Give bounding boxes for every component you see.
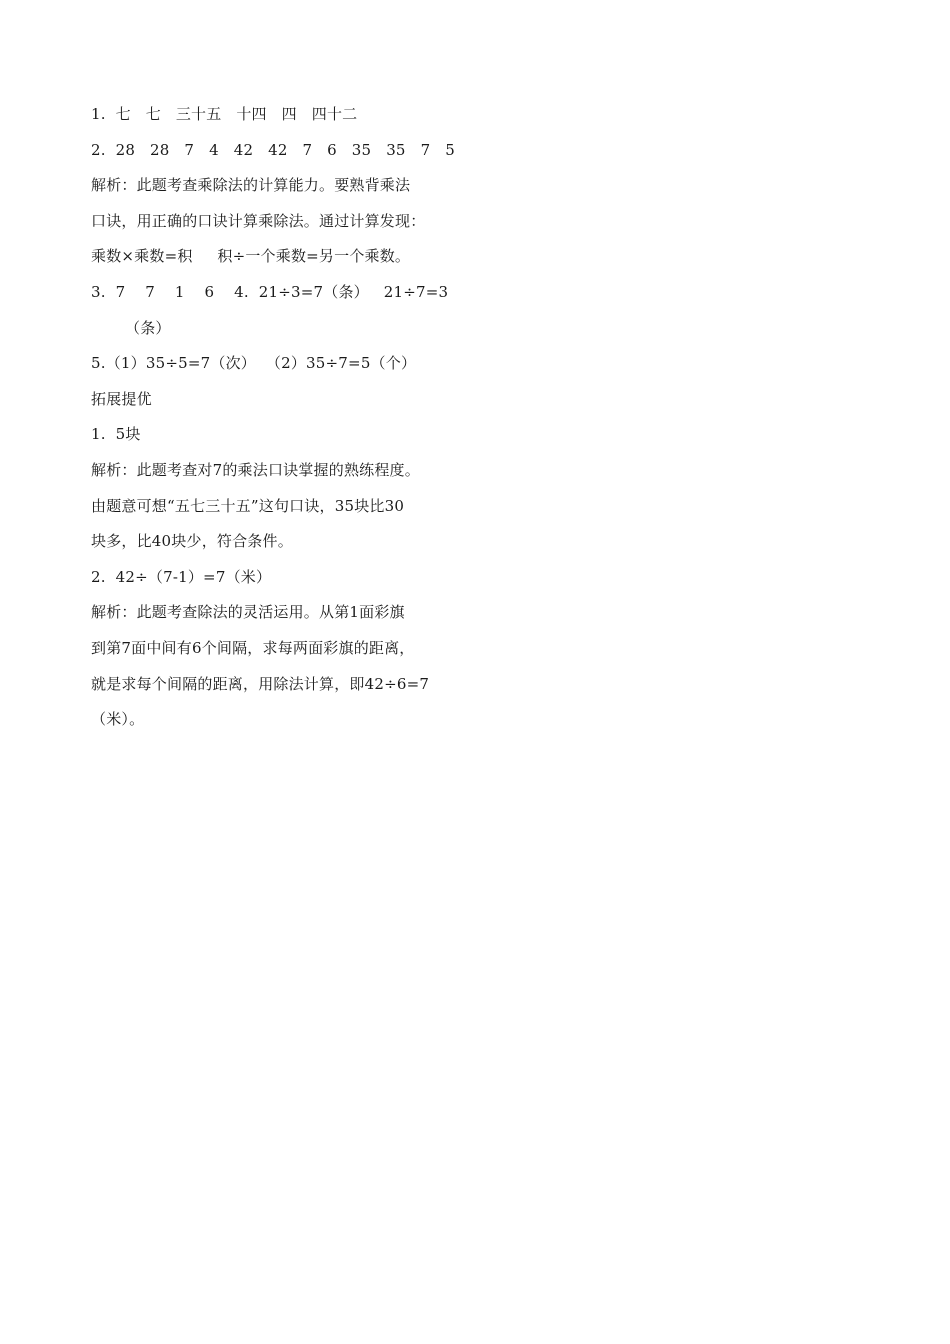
extension-analysis-1-line-2: 由题意可想“五七三十五”这句口诀，35块比30 xyxy=(91,496,405,515)
section-heading-extension: 拓展提优 xyxy=(91,389,152,408)
answer-line-3-4: 3. 7 7 1 6 4. 21÷3=7（条） 21÷7=3 xyxy=(91,282,449,301)
extension-analysis-2-line-4: （米）。 xyxy=(91,710,145,729)
extension-analysis-2-line-1: 解析：此题考查除法的灵活运用。从第1面彩旗 xyxy=(91,603,405,622)
extension-analysis-2-line-2: 到第7面中间有6个间隔，求每两面彩旗的距离， xyxy=(91,638,415,657)
analysis-line-2: 口诀，用正确的口诀计算乘除法。通过计算发现： xyxy=(91,211,426,230)
extension-analysis-1-line-3: 块多，比40块少，符合条件。 xyxy=(91,532,293,551)
answer-text-block xyxy=(91,97,471,738)
answer-line-4-cont: （条） xyxy=(125,318,171,337)
answer-line-1: 1. 七 七 三十五 十四 四 四十二 xyxy=(91,105,358,123)
analysis-line-1: 解析：此题考查乘除法的计算能力。要熟背乘法 xyxy=(91,176,411,195)
extension-answer-1: 1. 5块 xyxy=(91,425,141,444)
answer-line-5: 5.（1）35÷5=7（次） （2）35÷7=5（个） xyxy=(91,354,417,373)
extension-analysis-2-line-3: 就是求每个间隔的距离，用除法计算，即42÷6=7 xyxy=(91,674,430,693)
answer-line-2: 2. 28 28 7 4 42 42 7 6 35 35 7 5 xyxy=(91,140,455,159)
extension-answer-2: 2. 42÷（7-1）=7（米） xyxy=(91,567,272,586)
analysis-line-3: 乘数×乘数=积 积÷一个乘数=另一个乘数。 xyxy=(91,247,411,266)
extension-analysis-1-line-1: 解析：此题考查对7的乘法口诀掌握的熟练程度。 xyxy=(91,460,420,479)
